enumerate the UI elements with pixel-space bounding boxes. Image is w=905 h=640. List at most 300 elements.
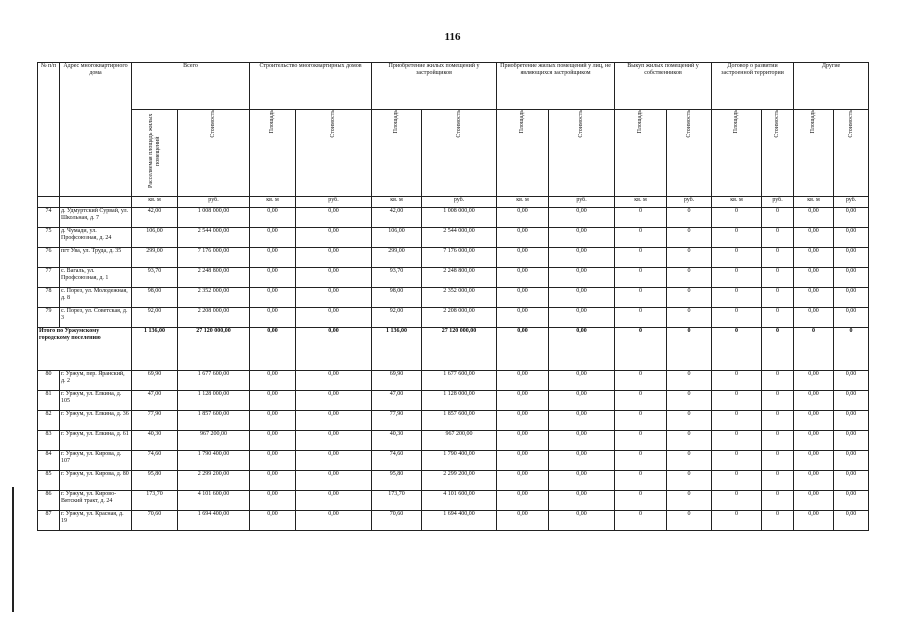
table-row (38, 451, 869, 471)
value-cell: 0 (762, 431, 794, 451)
table-row (38, 471, 869, 491)
value-cell: 42,00 (372, 208, 422, 228)
unit-cell: кв. м (615, 197, 667, 208)
value-cell: 0,00 (794, 491, 834, 511)
value-cell: 1 790 400,00 (178, 451, 250, 471)
value-cell: 1 136,00 (132, 328, 178, 371)
sub-header: Площадь (637, 110, 644, 134)
table-row (38, 411, 869, 431)
value-cell: 0,00 (250, 371, 296, 391)
value-cell: 0,00 (296, 371, 372, 391)
sub-header: Стоимость (774, 110, 781, 138)
value-cell: 0,00 (794, 228, 834, 248)
value-cell: 0,00 (549, 411, 615, 431)
row-number: 74 (38, 208, 60, 228)
unit-cell: руб. (178, 197, 250, 208)
value-cell: 95,80 (132, 471, 178, 491)
value-cell: 0 (762, 411, 794, 431)
value-cell: 0 (615, 248, 667, 268)
value-cell: 0,00 (794, 288, 834, 308)
value-cell: 0,00 (497, 268, 549, 288)
sub-header-cell (132, 110, 178, 197)
row-number: 79 (38, 308, 60, 328)
value-cell: 0,00 (834, 228, 869, 248)
row-address: д. Удмуртский Сурвай, ул. Школьная, д. 7 (60, 208, 132, 228)
value-cell: 7 176 000,00 (178, 248, 250, 268)
value-cell: 7 176 000,00 (422, 248, 497, 268)
value-cell: 47,00 (372, 391, 422, 411)
value-cell: 2 352 000,00 (422, 288, 497, 308)
unit-cell: руб. (296, 197, 372, 208)
unit-cell: кв. м (794, 197, 834, 208)
value-cell: 0,00 (834, 491, 869, 511)
row-number: 81 (38, 391, 60, 411)
table-row (38, 228, 869, 248)
col-address-header: Адрес многоквартирного дома (60, 63, 132, 197)
value-cell: 0,00 (549, 471, 615, 491)
value-cell: 0,00 (296, 431, 372, 451)
sub-header: Площадь (519, 110, 526, 134)
value-cell: 2 248 800,00 (178, 268, 250, 288)
row-address: г. Уржум, пер. Яранский, д. 2 (60, 371, 132, 391)
value-cell: 0,00 (549, 451, 615, 471)
table-row (38, 491, 869, 511)
value-cell: 0,00 (549, 248, 615, 268)
unit-cell: кв. м (712, 197, 762, 208)
row-number: 86 (38, 491, 60, 511)
sub-header-cell (834, 110, 869, 197)
value-cell: 0,00 (497, 288, 549, 308)
group-header: Строительство многоквартирных домов (250, 63, 372, 110)
sub-header-cell (762, 110, 794, 197)
value-cell: 0 (712, 308, 762, 328)
value-cell: 0,00 (497, 391, 549, 411)
value-cell: 0,00 (497, 228, 549, 248)
group-header: Всего (132, 63, 250, 110)
value-cell: 0 (712, 328, 762, 371)
value-cell: 0,00 (250, 431, 296, 451)
value-cell: 0,00 (250, 268, 296, 288)
value-cell: 173,70 (372, 491, 422, 511)
table-row (38, 208, 869, 228)
value-cell: 2 299 200,00 (422, 471, 497, 491)
value-cell: 0,00 (794, 431, 834, 451)
sub-header-cell (372, 110, 422, 197)
value-cell: 1 790 400,00 (422, 451, 497, 471)
unit-cell: кв. м (372, 197, 422, 208)
value-cell: 0,00 (794, 248, 834, 268)
value-cell: 0,00 (296, 308, 372, 328)
value-cell: 0,00 (250, 208, 296, 228)
value-cell: 0 (762, 308, 794, 328)
value-cell: 0,00 (497, 371, 549, 391)
sub-header-cell (615, 110, 667, 197)
value-cell: 0,00 (296, 451, 372, 471)
value-cell: 0 (615, 451, 667, 471)
value-cell: 0,00 (250, 491, 296, 511)
value-cell: 0,00 (250, 391, 296, 411)
value-cell: 0 (667, 248, 712, 268)
value-cell: 0 (667, 491, 712, 511)
value-cell: 967 200,00 (178, 431, 250, 451)
value-cell: 2 352 000,00 (178, 288, 250, 308)
value-cell: 70,60 (132, 511, 178, 531)
row-address: г. Уржум, ул. Кирова, д. 107 (60, 451, 132, 471)
row-number: 84 (38, 451, 60, 471)
value-cell: 0 (667, 511, 712, 531)
row-address: г. Уржум, ул. Елкина, д. 61 (60, 431, 132, 451)
sub-header-cell (296, 110, 372, 197)
row-address: с. Порез, ул. Советская, д. 3 (60, 308, 132, 328)
value-cell: 0,00 (549, 268, 615, 288)
row-address: г. Уржум, ул. Кирова, д. 80 (60, 471, 132, 491)
value-cell: 0 (712, 248, 762, 268)
value-cell: 0,00 (296, 328, 372, 371)
value-cell: 0 (762, 391, 794, 411)
value-cell: 0,00 (296, 248, 372, 268)
value-cell: 92,00 (372, 308, 422, 328)
sub-header: Площадь (393, 110, 400, 134)
unit-cell: руб. (762, 197, 794, 208)
table-row (38, 268, 869, 288)
value-cell: 0 (712, 471, 762, 491)
sub-header-cell (712, 110, 762, 197)
row-number: 82 (38, 411, 60, 431)
value-cell: 42,00 (132, 208, 178, 228)
table-row (38, 391, 869, 411)
value-cell: 0 (615, 268, 667, 288)
value-cell: 1 694 400,00 (422, 511, 497, 531)
value-cell: 0 (712, 288, 762, 308)
value-cell: 0 (762, 288, 794, 308)
value-cell: 0,00 (497, 471, 549, 491)
value-cell: 0 (762, 471, 794, 491)
value-cell: 77,90 (132, 411, 178, 431)
row-number: 83 (38, 431, 60, 451)
value-cell: 0,00 (497, 411, 549, 431)
value-cell: 0 (667, 328, 712, 371)
value-cell: 0 (712, 268, 762, 288)
value-cell: 4 101 600,00 (422, 491, 497, 511)
value-cell: 0 (667, 391, 712, 411)
value-cell: 0 (712, 228, 762, 248)
total-label: Итого по Уржумскому городскому поселению (38, 328, 132, 371)
value-cell: 0 (667, 471, 712, 491)
sub-header: Стоимость (847, 110, 854, 138)
value-cell: 0 (762, 511, 794, 531)
value-cell: 1 136,00 (372, 328, 422, 371)
value-cell: 0 (615, 391, 667, 411)
value-cell: 0 (712, 371, 762, 391)
value-cell: 299,00 (372, 248, 422, 268)
row-number: 77 (38, 268, 60, 288)
value-cell: 0,00 (250, 288, 296, 308)
header-row-units (38, 197, 869, 208)
sub-header: Расселяемая площадь жилых помещений (147, 113, 161, 189)
value-cell: 1 857 600,00 (422, 411, 497, 431)
value-cell: 0 (712, 431, 762, 451)
unit-cell: руб. (667, 197, 712, 208)
value-cell: 0 (615, 491, 667, 511)
value-cell: 0 (615, 431, 667, 451)
value-cell: 0 (712, 411, 762, 431)
value-cell: 2 544 000,00 (178, 228, 250, 248)
value-cell: 0,00 (250, 228, 296, 248)
header-row-sub (38, 110, 869, 197)
value-cell: 967 200,00 (422, 431, 497, 451)
value-cell: 0 (762, 491, 794, 511)
value-cell: 0,00 (250, 411, 296, 431)
row-address: г. Уржум, ул. Красная, д. 19 (60, 511, 132, 531)
value-cell: 1 128 000,00 (422, 391, 497, 411)
value-cell: 0,00 (250, 511, 296, 531)
value-cell: 0,00 (794, 208, 834, 228)
sub-header: Стоимость (578, 110, 585, 138)
sub-header: Площадь (733, 110, 740, 134)
value-cell: 0 (762, 371, 794, 391)
group-header: Приобретение жилых помещений у застройщиков (372, 63, 497, 110)
value-cell: 0,00 (296, 391, 372, 411)
row-number: 75 (38, 228, 60, 248)
value-cell: 0,00 (794, 268, 834, 288)
value-cell: 0 (615, 511, 667, 531)
value-cell: 0,00 (497, 308, 549, 328)
value-cell: 0,00 (834, 268, 869, 288)
value-cell: 0,00 (549, 228, 615, 248)
value-cell: 0,00 (834, 248, 869, 268)
value-cell: 2 299 200,00 (178, 471, 250, 491)
value-cell: 106,00 (372, 228, 422, 248)
value-cell: 98,00 (372, 288, 422, 308)
sub-header-cell (549, 110, 615, 197)
value-cell: 0,00 (834, 451, 869, 471)
value-cell: 173,70 (132, 491, 178, 511)
group-header: Приобретение жилых помещений у лиц, не являющихся застройщиком (497, 63, 615, 110)
value-cell: 299,00 (132, 248, 178, 268)
binding-margin-line (12, 487, 14, 612)
sub-header: Площадь (269, 110, 275, 134)
value-cell: 40,30 (132, 431, 178, 451)
unit-cell: кв. м (250, 197, 296, 208)
value-cell: 1 694 400,00 (178, 511, 250, 531)
value-cell: 74,60 (372, 451, 422, 471)
value-cell: 77,90 (372, 411, 422, 431)
value-cell: 0,00 (296, 228, 372, 248)
value-cell: 0 (712, 511, 762, 531)
value-cell: 0,00 (549, 208, 615, 228)
row-address: г. Уржум, ул. Кирово-Вятский тракт, д. 24 (60, 491, 132, 511)
value-cell: 0 (667, 411, 712, 431)
value-cell: 1 128 000,00 (178, 391, 250, 411)
unit-cell (38, 197, 60, 208)
header-row-groups (38, 63, 869, 110)
row-number: 78 (38, 288, 60, 308)
value-cell: 0,00 (549, 431, 615, 451)
value-cell: 0 (762, 268, 794, 288)
unit-cell: кв. м (497, 197, 549, 208)
value-cell: 0,00 (834, 391, 869, 411)
sub-header: Стоимость (330, 110, 336, 138)
value-cell: 93,70 (372, 268, 422, 288)
unit-cell: руб. (549, 197, 615, 208)
value-cell: 69,90 (132, 371, 178, 391)
value-cell: 0,00 (549, 288, 615, 308)
sub-header-cell (794, 110, 834, 197)
value-cell: 0 (615, 411, 667, 431)
value-cell: 0 (667, 228, 712, 248)
value-cell: 0 (667, 451, 712, 471)
group-header: Договор о развитии застроенной территории (712, 63, 794, 110)
value-cell: 0,00 (834, 411, 869, 431)
value-cell: 0,00 (834, 308, 869, 328)
value-cell: 0 (667, 431, 712, 451)
value-cell: 0,00 (497, 491, 549, 511)
table-row (38, 371, 869, 391)
value-cell: 0,00 (834, 511, 869, 531)
row-number: 85 (38, 471, 60, 491)
value-cell: 2 248 800,00 (422, 268, 497, 288)
row-address: г. Уржум, ул. Елкина, д. 105 (60, 391, 132, 411)
value-cell: 0 (615, 471, 667, 491)
value-cell: 0 (712, 391, 762, 411)
value-cell: 0 (615, 228, 667, 248)
value-cell: 0,00 (497, 431, 549, 451)
sub-header: Стоимость (210, 110, 216, 138)
value-cell: 1 008 000,00 (178, 208, 250, 228)
sub-header-cell (422, 110, 497, 197)
table-body (38, 208, 869, 531)
row-address: с. Вагаль, ул. Профсоюзная, д. 1 (60, 268, 132, 288)
value-cell: 0 (615, 371, 667, 391)
value-cell: 0,00 (250, 471, 296, 491)
table-row (38, 248, 869, 268)
row-address: пгт Ува, ул. Труда, д. 35 (60, 248, 132, 268)
value-cell: 0 (667, 371, 712, 391)
total-row (38, 328, 869, 371)
value-cell: 0 (615, 308, 667, 328)
value-cell: 0 (762, 208, 794, 228)
value-cell: 0,00 (497, 248, 549, 268)
table-row (38, 431, 869, 451)
value-cell: 0,00 (794, 308, 834, 328)
table-row (38, 288, 869, 308)
value-cell: 0,00 (549, 371, 615, 391)
value-cell: 0 (615, 288, 667, 308)
value-cell: 27 120 000,00 (178, 328, 250, 371)
value-cell: 0,00 (834, 431, 869, 451)
value-cell: 0,00 (794, 411, 834, 431)
table-row (38, 511, 869, 531)
value-cell: 0,00 (497, 511, 549, 531)
value-cell: 0 (667, 308, 712, 328)
value-cell: 0,00 (250, 328, 296, 371)
value-cell: 95,80 (372, 471, 422, 491)
sub-header: Стоимость (455, 110, 462, 138)
value-cell: 2 208 000,00 (422, 308, 497, 328)
value-cell: 0 (712, 208, 762, 228)
value-cell: 0 (712, 451, 762, 471)
sub-header-cell (250, 110, 296, 197)
value-cell: 0 (762, 248, 794, 268)
value-cell: 0 (667, 268, 712, 288)
value-cell: 0 (667, 208, 712, 228)
value-cell: 0,00 (296, 411, 372, 431)
unit-cell: руб. (422, 197, 497, 208)
value-cell: 70,60 (372, 511, 422, 531)
value-cell: 0,00 (296, 208, 372, 228)
value-cell: 0,00 (549, 511, 615, 531)
value-cell: 0,00 (296, 268, 372, 288)
value-cell: 0,00 (296, 491, 372, 511)
value-cell: 0,00 (794, 451, 834, 471)
sub-header-cell (497, 110, 549, 197)
value-cell: 0 (762, 228, 794, 248)
value-cell: 0,00 (794, 471, 834, 491)
resettlement-register-table (37, 62, 869, 531)
value-cell: 0 (667, 288, 712, 308)
value-cell: 0,00 (794, 371, 834, 391)
value-cell: 0,00 (549, 328, 615, 371)
value-cell: 0,00 (834, 371, 869, 391)
sub-header-cell (178, 110, 250, 197)
row-number: 80 (38, 371, 60, 391)
value-cell: 0,00 (296, 471, 372, 491)
value-cell: 0,00 (497, 328, 549, 371)
value-cell: 1 677 600,00 (422, 371, 497, 391)
value-cell: 0 (712, 491, 762, 511)
page-number: 116 (444, 31, 461, 43)
value-cell: 106,00 (132, 228, 178, 248)
value-cell: 0,00 (250, 451, 296, 471)
value-cell: 69,90 (372, 371, 422, 391)
table-row (38, 308, 869, 328)
value-cell: 1 677 600,00 (178, 371, 250, 391)
value-cell: 0,00 (497, 208, 549, 228)
unit-cell: руб. (834, 197, 869, 208)
value-cell: 1 857 600,00 (178, 411, 250, 431)
value-cell: 0,00 (296, 511, 372, 531)
value-cell: 0,00 (834, 208, 869, 228)
value-cell: 0 (834, 328, 869, 371)
value-cell: 2 208 000,00 (178, 308, 250, 328)
value-cell: 40,30 (372, 431, 422, 451)
row-address: с. Порез, ул. Молодежная, д. 8 (60, 288, 132, 308)
value-cell: 92,00 (132, 308, 178, 328)
row-address: д. Чумади, ул. Профсоюзная, д. 24 (60, 228, 132, 248)
value-cell: 0,00 (250, 248, 296, 268)
group-header: Другие (794, 63, 869, 110)
value-cell: 2 544 000,00 (422, 228, 497, 248)
value-cell: 74,60 (132, 451, 178, 471)
group-header: Выкуп жилых помещений у собственников (615, 63, 712, 110)
value-cell: 93,70 (132, 268, 178, 288)
value-cell: 0,00 (549, 391, 615, 411)
unit-cell: кв. м (132, 197, 178, 208)
value-cell: 4 101 600,00 (178, 491, 250, 511)
value-cell: 0 (615, 208, 667, 228)
row-number: 76 (38, 248, 60, 268)
sub-header: Стоимость (685, 110, 692, 138)
value-cell: 0,00 (834, 288, 869, 308)
value-cell: 0,00 (549, 491, 615, 511)
row-address: г. Уржум, ул. Елкина, д. 36 (60, 411, 132, 431)
value-cell: 0,00 (794, 511, 834, 531)
unit-cell (60, 197, 132, 208)
value-cell: 0,00 (794, 391, 834, 411)
value-cell: 0,00 (497, 451, 549, 471)
value-cell: 0,00 (834, 471, 869, 491)
value-cell: 0,00 (549, 308, 615, 328)
